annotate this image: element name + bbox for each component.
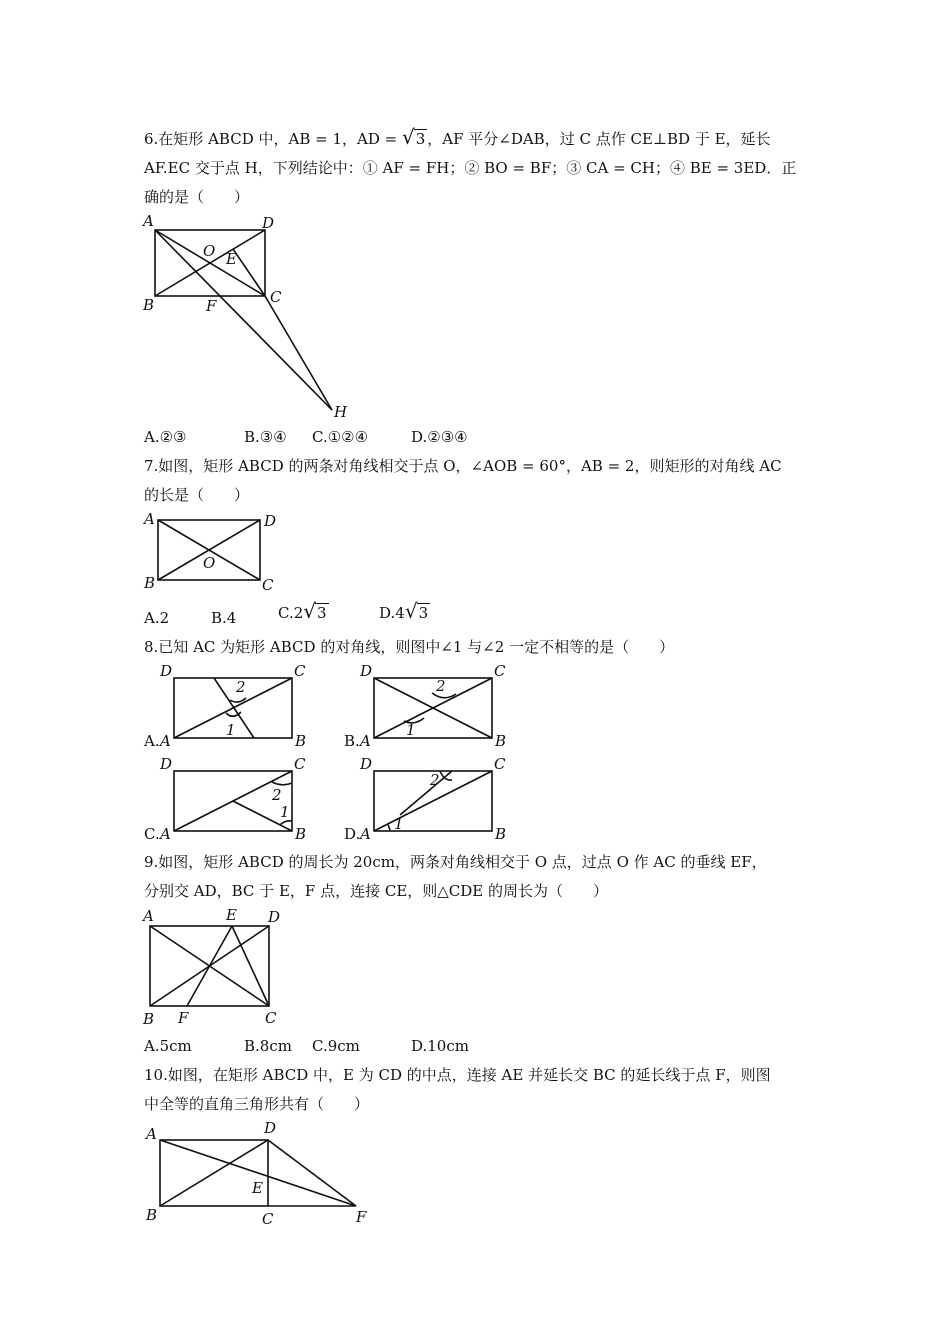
q8a-label-a: A — [160, 732, 171, 750]
q8d-label-d: D — [360, 755, 373, 773]
q10-figure — [140, 1120, 380, 1235]
q7-line2: 的长是（ ） — [144, 486, 250, 504]
q10-label-b: B — [146, 1206, 158, 1224]
q8b-label-d: D — [360, 662, 373, 680]
q8a-label-c: C — [294, 662, 306, 680]
q8-figure-c — [158, 753, 318, 843]
q8-option-c-prefix: C. — [144, 825, 160, 843]
q10-line2: 中全等的直角三角形共有（ ） — [144, 1095, 370, 1113]
q8c-label-d: D — [160, 755, 173, 773]
q7-label-b: B — [144, 574, 156, 592]
q9-line-ef — [187, 926, 232, 1006]
q8b-label-a: A — [360, 732, 371, 750]
q10-label-c: C — [262, 1210, 274, 1228]
q9-option-c: C.9cm — [312, 1037, 360, 1055]
q9-option-a: A.5cm — [144, 1037, 192, 1055]
q8b-label-b: B — [495, 732, 507, 750]
q7-option-d-sqrt: √3 — [404, 599, 429, 623]
q7-line1: 7.如图，矩形 ABCD 的两条对角线相交于点 O，∠AOB = 60°，AB = 2，则矩形的对角线 AC — [144, 457, 782, 475]
q6-sqrt: √3 — [401, 125, 426, 149]
q6-line-ah — [155, 230, 332, 410]
q8-line1: 8.已知 AC 为矩形 ABCD 的对角线，则图中∠1 与∠2 一定不相等的是（ ） — [144, 638, 675, 656]
q8d-label-1: 1 — [394, 815, 404, 833]
q6-label-f: F — [206, 297, 217, 315]
q7-option-b: B.4 — [211, 609, 237, 627]
q8c-label-c: C — [294, 755, 306, 773]
q8b-label-c: C — [494, 662, 506, 680]
q8-option-a-prefix: A. — [144, 732, 160, 750]
q8b-label-1: 1 — [406, 721, 416, 739]
q9-option-d: D.10cm — [411, 1037, 469, 1055]
q7-option-c-sqrt: √3 — [303, 599, 327, 623]
q8c-arc-2 — [272, 782, 292, 785]
q6-option-c: C.①②④ — [312, 428, 369, 446]
q9-line2: 分别交 AD，BC 于 E，F 点，连接 CE，则△CDE 的周长为（ ） — [144, 882, 609, 900]
q8c-label-a: A — [160, 825, 171, 843]
q8d-label-b: B — [495, 825, 507, 843]
q6-label-c: C — [270, 288, 282, 306]
q6-line3: 确的是（ ） — [144, 188, 250, 206]
q8a-arc-2 — [230, 698, 246, 702]
q8-figure-b — [358, 660, 518, 750]
q9-label-d: D — [268, 908, 281, 926]
q7-label-c: C — [262, 576, 274, 594]
q9-label-e: E — [226, 906, 237, 924]
q10-label-d: D — [264, 1119, 277, 1137]
q8-option-b-prefix: B. — [344, 732, 360, 750]
q7-label-o: O — [203, 554, 216, 572]
q8d-arc-1 — [388, 825, 390, 831]
q6-text-a: 6.在矩形 ABCD 中，AB = 1，AD = — [144, 130, 402, 148]
q10-line1: 10.如图，在矩形 ABCD 中，E 为 CD 的中点，连接 AE 并延长交 BC 的延长线于点 F，则图 — [144, 1066, 771, 1084]
q10-label-f: F — [356, 1208, 367, 1226]
q6-option-b: B.③④ — [244, 428, 287, 446]
q6-label-e: E — [226, 250, 237, 268]
q8-figure-d — [358, 753, 518, 843]
q6-label-a: A — [143, 212, 154, 230]
q9-label-a: A — [143, 907, 154, 925]
q9-figure — [140, 906, 290, 1031]
q9-label-b: B — [143, 1010, 155, 1028]
q8-option-d-prefix: D. — [344, 825, 361, 843]
q7-option-c: C.2√3 — [278, 599, 327, 623]
q8a-label-1: 1 — [226, 721, 236, 739]
q6-line-ce — [233, 249, 265, 296]
q6-label-d: D — [262, 214, 275, 232]
q8b-label-2: 2 — [436, 677, 446, 695]
q6-label-b: B — [143, 296, 155, 314]
q9-option-b: B.8cm — [244, 1037, 292, 1055]
q8a-label-b: B — [295, 732, 307, 750]
q6-line2: AF.EC 交于点 H，下列结论中：① AF = FH；② BO = BF；③ CA = CH；④ BE = 3ED．正 — [144, 159, 797, 177]
q8c-label-2: 2 — [272, 786, 282, 804]
q10-label-a: A — [146, 1125, 157, 1143]
q9-line1: 9.如图，矩形 ABCD 的周长为 20cm，两条对角线相交于 O 点，过点 O 作 AC 的垂线 EF， — [144, 853, 767, 871]
q7-label-a: A — [144, 510, 155, 528]
q9-label-c: C — [265, 1009, 277, 1027]
q8-figure-a — [158, 660, 318, 750]
q8a-label-2: 2 — [236, 678, 246, 696]
q8d-label-c: C — [494, 755, 506, 773]
q8c-label-b: B — [295, 825, 307, 843]
q8d-label-a: A — [360, 825, 371, 843]
q7-label-d: D — [264, 512, 277, 530]
q6-label-h: H — [334, 403, 348, 421]
q8c-label-1: 1 — [280, 803, 290, 821]
q10-line-df — [268, 1140, 356, 1206]
q10-label-e: E — [252, 1179, 263, 1197]
q6-option-a: A.②③ — [144, 428, 187, 446]
q7-option-d: D.4√3 — [379, 599, 429, 623]
q6-option-d: D.②③④ — [411, 428, 468, 446]
q8c-arc-1 — [280, 821, 292, 825]
q9-label-f: F — [178, 1009, 189, 1027]
q6-figure — [140, 210, 360, 425]
q8a-label-d: D — [160, 662, 173, 680]
q7-figure — [140, 508, 290, 598]
q6-label-o: O — [203, 242, 216, 260]
q8d-label-2: 2 — [430, 771, 440, 789]
q6-text-b: ，AF 平分∠DAB，过 C 点作 CE⊥BD 于 E，延长 — [427, 130, 771, 148]
q7-option-a: A.2 — [144, 609, 170, 627]
q6-line1 — [144, 126, 771, 150]
